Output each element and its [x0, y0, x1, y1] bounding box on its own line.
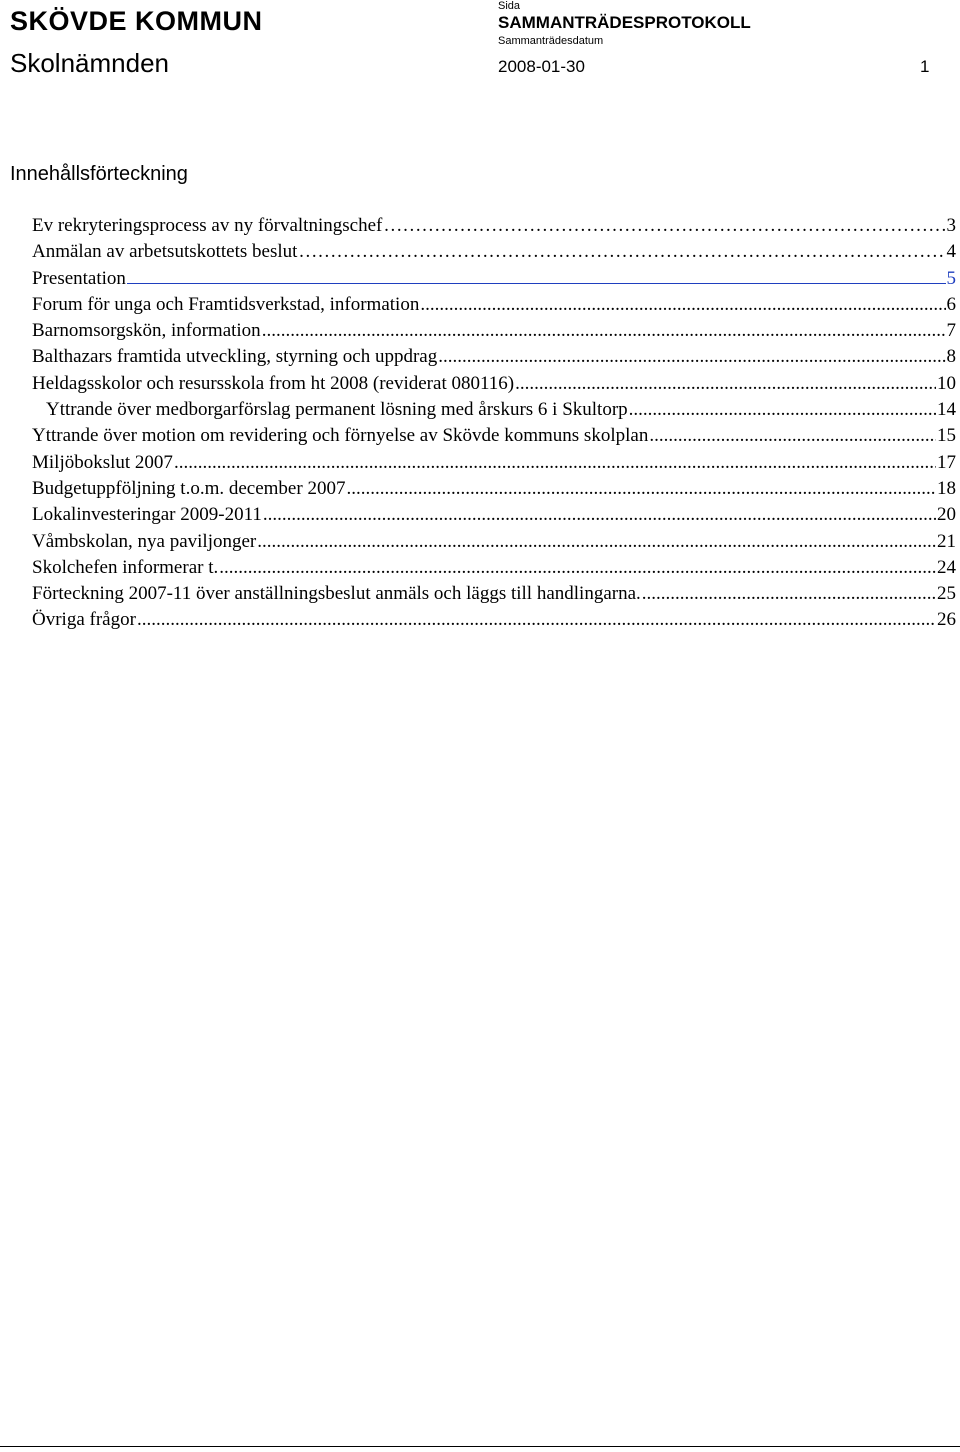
toc-entry-page: 24 — [937, 556, 956, 578]
toc-heading: Innehållsförteckning — [10, 163, 188, 185]
toc-entry[interactable] — [32, 555, 956, 581]
toc-leader — [515, 371, 936, 397]
toc-leader — [219, 555, 936, 581]
toc-entry-title: Förteckning 2007-11 över anställningsbeslut anmäls och läggs till handlingarna. — [32, 583, 641, 605]
toc-leader — [642, 581, 936, 607]
toc-leader — [420, 292, 945, 318]
toc-entry-title: Yttrande över medborgarförslag permanent lösning med årskurs 6 i Skultorp — [46, 399, 628, 421]
toc-entry-page: 20 — [937, 504, 956, 526]
toc-entry[interactable] — [32, 239, 956, 265]
toc-entry[interactable] — [32, 371, 956, 397]
protocol-title: SAMMANTRÄDESPROTOKOLL — [498, 13, 751, 32]
toc-leader — [262, 318, 946, 344]
table-of-contents — [32, 213, 956, 634]
toc-entry-title: Budgetuppföljning t.o.m. december 2007 — [32, 477, 346, 499]
toc-entry-page: 14 — [937, 399, 956, 421]
toc-entry[interactable] — [32, 450, 956, 476]
toc-leader — [649, 423, 936, 449]
toc-entry-title: Presentation — [32, 267, 126, 289]
toc-entry-title: Ev rekryteringsprocess av ny förvaltningschef — [32, 215, 383, 236]
toc-leader — [629, 397, 936, 423]
toc-entry[interactable] — [32, 344, 956, 370]
toc-entry-page: 21 — [937, 530, 956, 552]
footer-divider — [0, 1446, 960, 1447]
page-label: Sida — [498, 0, 521, 12]
toc-entry[interactable] — [32, 529, 956, 555]
toc-entry-page: 7 — [946, 320, 956, 342]
toc-leader — [298, 239, 945, 265]
toc-entry[interactable] — [32, 581, 956, 607]
toc-entry-page: 4 — [946, 241, 956, 263]
toc-entry-page: 6 — [946, 293, 956, 315]
toc-entry-title: Miljöbokslut 2007 — [32, 451, 173, 473]
toc-leader — [346, 476, 936, 502]
toc-entry-page: 17 — [937, 451, 956, 473]
page-number: 1 — [920, 57, 930, 76]
toc-entry[interactable] — [32, 292, 956, 318]
toc-leader — [257, 529, 936, 555]
toc-leader — [263, 502, 936, 528]
toc-entry-page: 18 — [937, 477, 956, 499]
toc-leader — [383, 213, 945, 239]
toc-entry-title: Forum för unga och Framtidsverkstad, information — [32, 293, 420, 315]
toc-link-underline — [127, 266, 946, 284]
toc-entry-title: Lokalinvesteringar 2009-2011 — [32, 504, 262, 526]
toc-entry-page: 10 — [937, 372, 956, 394]
toc-entry-page: 8 — [946, 346, 956, 368]
toc-entry-title: Balthazars framtida utveckling, styrning och uppdrag — [32, 346, 438, 368]
toc-entry-page: 15 — [937, 425, 956, 447]
toc-entry[interactable] — [32, 476, 956, 502]
toc-entry-page: 26 — [937, 609, 956, 631]
toc-entry[interactable] — [32, 213, 956, 239]
toc-entry-link[interactable] — [32, 266, 956, 292]
municipality-logo: SKÖVDE KOMMUN — [10, 6, 263, 36]
toc-entry-title: Våmbskolan, nya paviljonger — [32, 530, 257, 552]
toc-entry-page: 25 — [937, 583, 956, 605]
meeting-date-label: Sammanträdesdatum — [498, 35, 604, 47]
toc-leader — [438, 344, 945, 370]
toc-entry[interactable] — [32, 318, 956, 344]
toc-entry-title: Yttrande över motion om revidering och förnyelse av Skövde kommuns skolplan — [32, 425, 649, 447]
toc-entry[interactable] — [32, 607, 956, 633]
toc-entry-page: 3 — [946, 215, 956, 236]
toc-leader — [174, 450, 936, 476]
toc-entry-title: Barnomsorgskön, information — [32, 320, 261, 342]
organization-name: Skolnämnden — [10, 48, 169, 78]
toc-entry-title: Skolchefen informerar t. — [32, 556, 219, 578]
toc-entry-title: Heldagsskolor och resursskola from ht 2008 (reviderat 080116) — [32, 372, 515, 394]
toc-entry[interactable] — [32, 502, 956, 528]
meeting-date: 2008-01-30 — [498, 57, 585, 76]
toc-entry-title: Anmälan av arbetsutskottets beslut — [32, 241, 298, 263]
toc-leader — [137, 607, 936, 633]
toc-entry[interactable] — [32, 423, 956, 449]
toc-entry-title: Övriga frågor — [32, 609, 136, 631]
toc-entry-page: 5 — [946, 267, 956, 289]
toc-entry[interactable] — [32, 397, 956, 423]
